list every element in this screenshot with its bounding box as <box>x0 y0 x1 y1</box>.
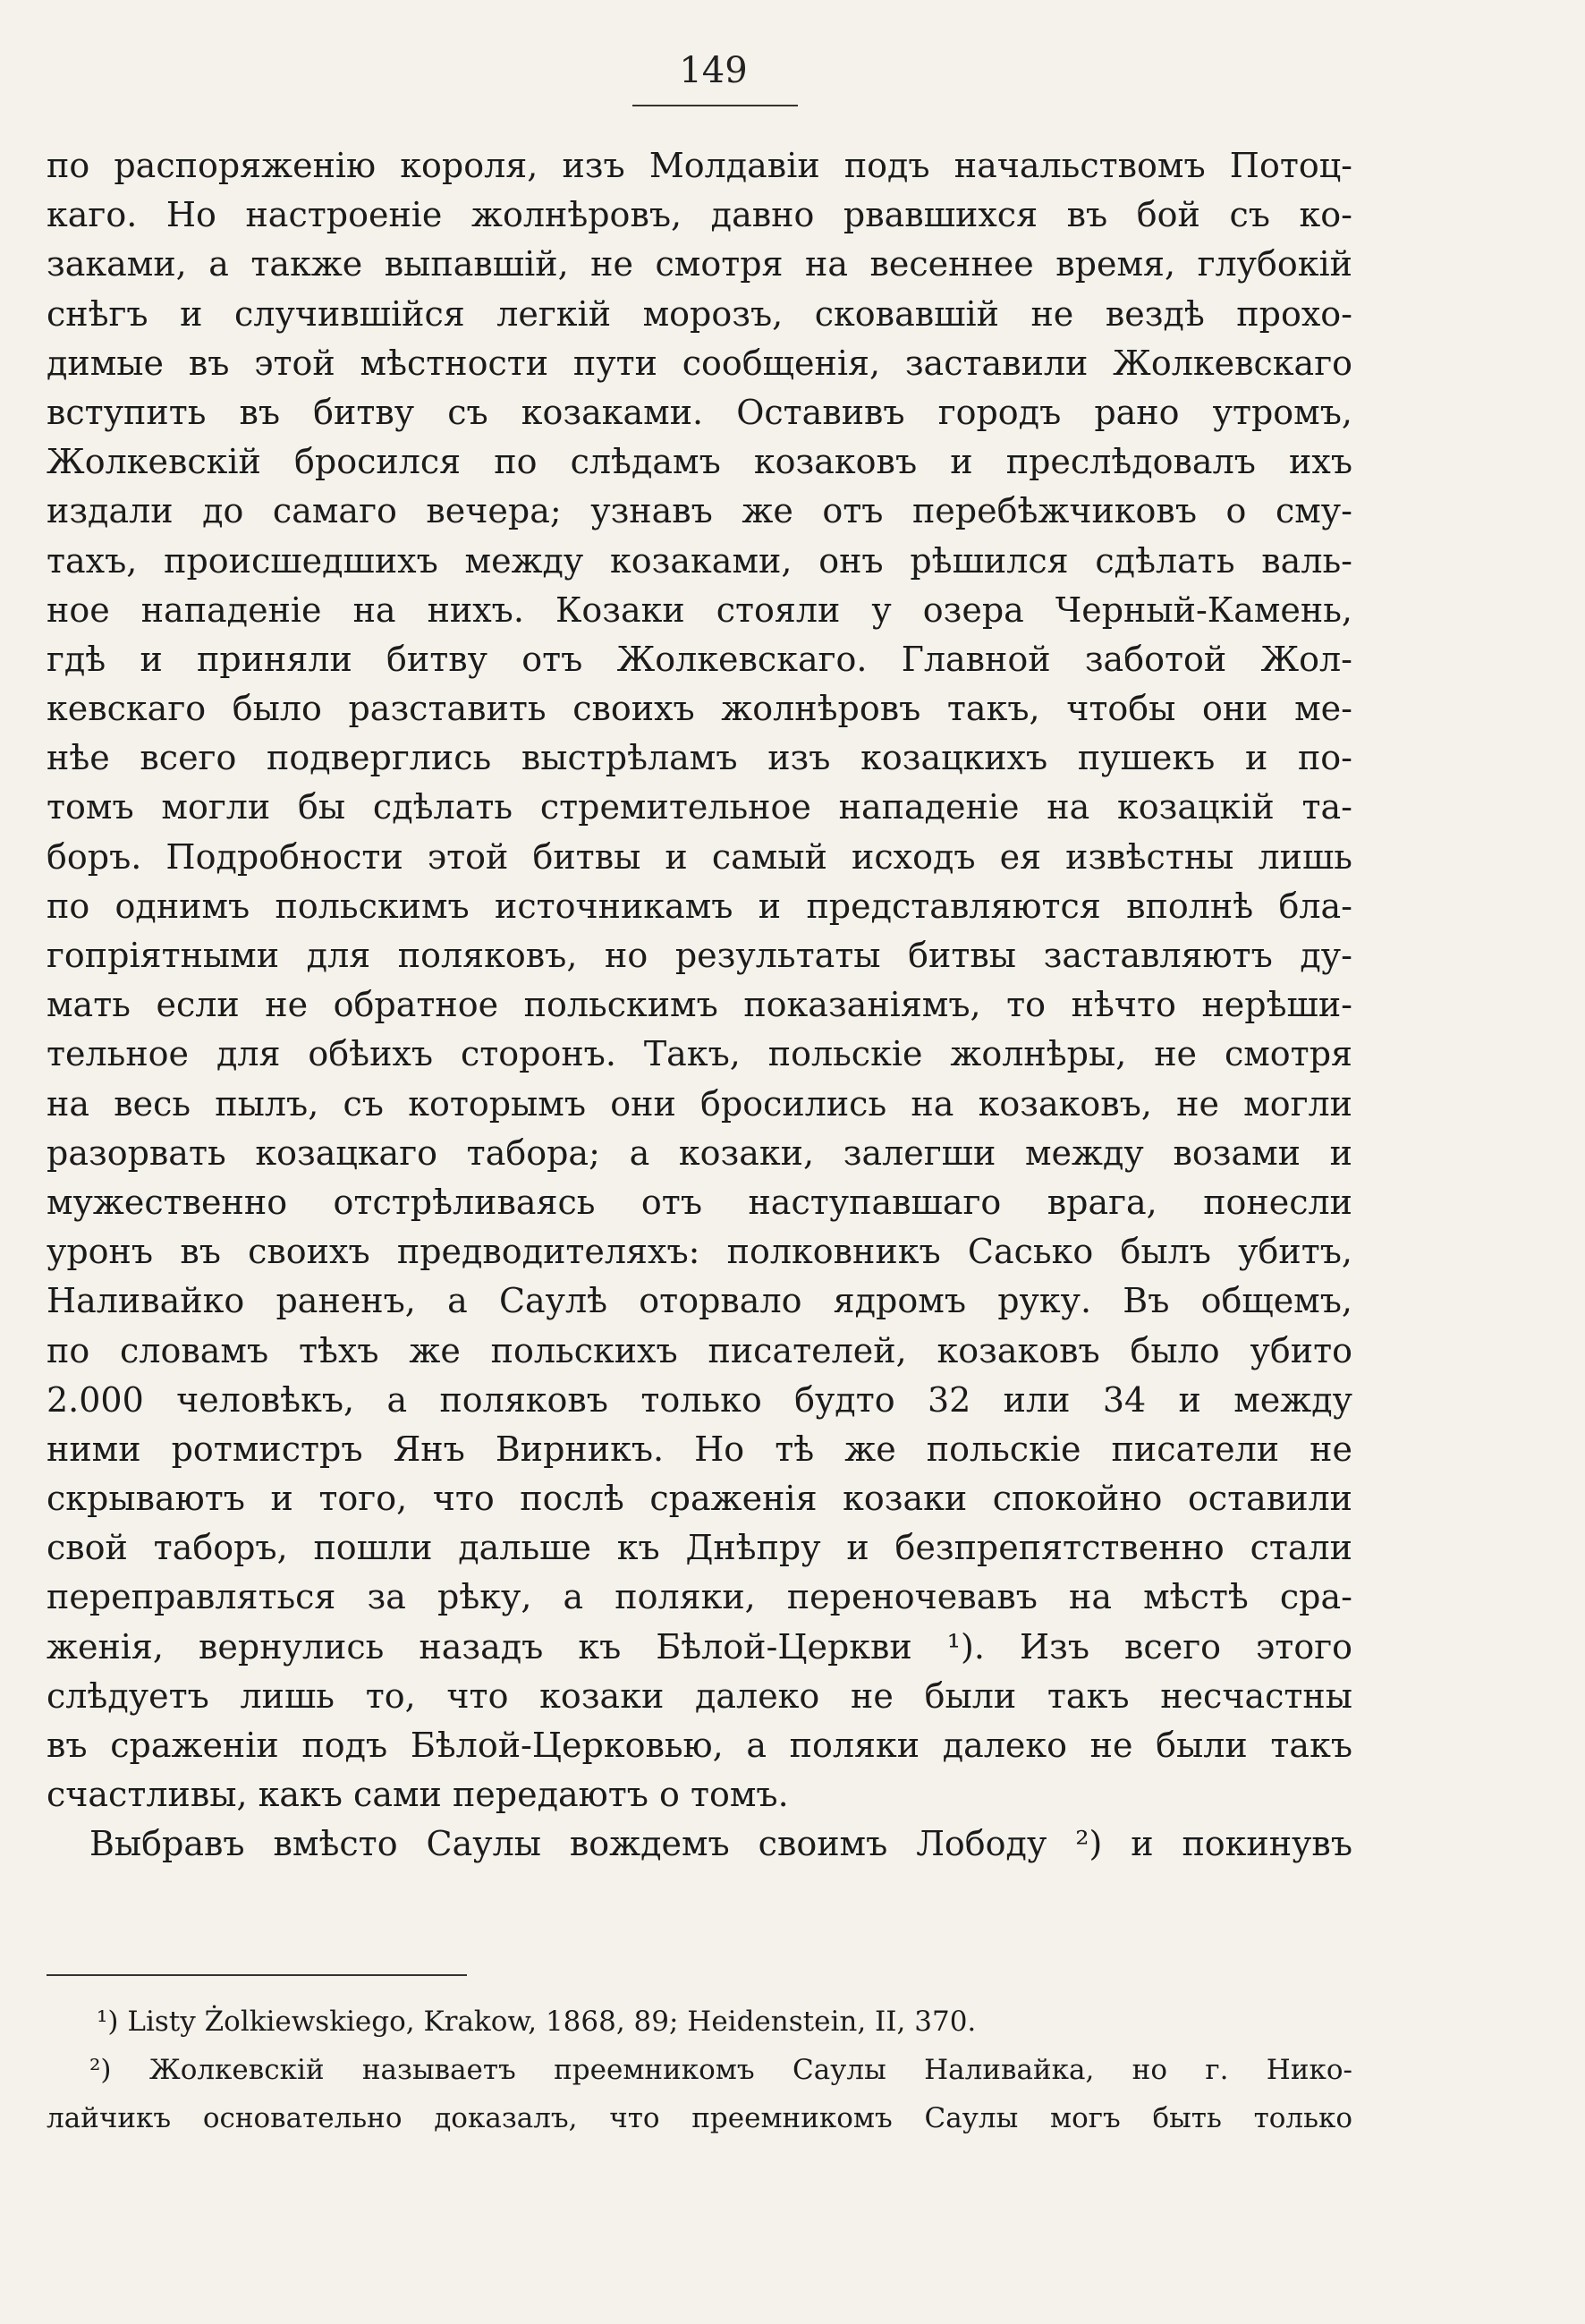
page-number: 149 <box>679 50 748 91</box>
text-line: уронъ въ своихъ предводителяхъ: полковникъ Сасько былъ убитъ, <box>47 1232 1352 1272</box>
text-line: по однимъ польскимъ источникамъ и представляются вполнѣ бла- <box>47 886 1352 926</box>
text-line: Наливайко раненъ, а Саулѣ оторвало ядромъ руку. Въ общемъ, <box>47 1281 1352 1321</box>
text-line: въ сраженіи подъ Бѣлой-Церковью, а поляки далеко не были такъ <box>47 1726 1352 1765</box>
text-line: скрываютъ и того, что послѣ сраженія козаки спокойно оставили <box>47 1479 1352 1519</box>
text-line: ними ротмистръ Янъ Вирникъ. Но тѣ же польскіе писатели не <box>47 1429 1352 1469</box>
text-line: снѣгъ и случившійся легкій морозъ, сковавшій не вездѣ прохо- <box>47 293 1352 334</box>
text-line: по словамъ тѣхъ же польскихъ писателей, козаковъ было убито <box>47 1330 1352 1370</box>
footnotes <box>47 1997 1352 2142</box>
footnote-1: ¹) Listy Żolkiewskiego, Krakow, 1868, 89; Heidenstein, II, 370. <box>97 2006 977 2038</box>
text-line: женія, вернулись назадъ къ Бѣлой-Церкви ¹). Изъ всего этого <box>47 1626 1352 1667</box>
text-line: димые въ этой мѣстности пути сообщенія, заставили Жолкевскаго <box>47 343 1352 383</box>
text-line: 2.000 человѣкъ, а поляковъ только будто 32 или 34 и между <box>47 1379 1352 1420</box>
paragraph-start-line: Выбравъ вмѣсто Саулы вождемъ своимъ Лободу ²) и покинувъ <box>89 1824 1352 1864</box>
text-line: переправляться за рѣку, а поляки, переночевавъ на мѣстѣ сра- <box>47 1577 1352 1617</box>
text-line: боръ. Подробности этой битвы и самый исходъ ея извѣстны лишь <box>47 836 1352 877</box>
text-line: вступить въ битву съ козаками. Оставивъ городъ рано утромъ, <box>47 392 1352 432</box>
text-line: томъ могли бы сдѣлать стремительное нападеніе на козацкій та- <box>47 787 1352 827</box>
text-line: гдѣ и приняли битву отъ Жолкевскаго. Главной заботой Жол- <box>47 639 1352 679</box>
body-text <box>47 141 1352 1870</box>
footnote-2-continued: лайчикъ основательно доказалъ, что преемникомъ Саулы могъ быть только <box>47 2102 1352 2134</box>
text-line: мужественно отстрѣливаясь отъ наступавшаго врага, понесли <box>47 1182 1352 1222</box>
text-line: заками, а также выпавшій, не смотря на весеннее время, глубокій <box>47 244 1352 284</box>
text-line: мать если не обратное польскимъ показаніямъ, то нѣчто нерѣши- <box>47 985 1352 1025</box>
text-line: слѣдуетъ лишь то, что козаки далеко не были такъ несчастны <box>47 1675 1352 1716</box>
header-rule <box>632 105 798 106</box>
text-line: свой таборъ, пошли дальше къ Днѣпру и безпрепятственно стали <box>47 1528 1352 1568</box>
text-line: нѣе всего подверглись выстрѣламъ изъ козацкихъ пушекъ и по- <box>47 738 1352 778</box>
text-line: тахъ, происшедшихъ между козаками, онъ рѣшился сдѣлать валь- <box>47 540 1352 581</box>
text-line: тельное для обѣихъ сторонъ. Такъ, польскіе жолнѣры, не смотря <box>47 1034 1352 1074</box>
text-line: по распоряженію короля, изъ Молдавіи подъ начальствомъ Потоц- <box>47 146 1352 185</box>
text-line: на весь пылъ, съ которымъ они бросились на козаковъ, не могли <box>47 1083 1352 1124</box>
footnote-2: ²) Жолкевскій называетъ преемникомъ Саулы Наливайка, но г. Нико- <box>89 2054 1352 2086</box>
footnote-rule <box>47 1974 467 1976</box>
text-line: каго. Но настроеніе жолнѣровъ, давно рвавшихся въ бой съ ко- <box>47 195 1352 235</box>
text-line: Жолкевскій бросился по слѣдамъ козаковъ и преслѣдовалъ ихъ <box>47 442 1352 482</box>
text-line: издали до самаго вечера; узнавъ же отъ перебѣжчиковъ о сму- <box>47 491 1352 531</box>
text-line: разорвать козацкаго табора; а козаки, залегши между возами и <box>47 1132 1352 1173</box>
text-line: ное нападеніе на нихъ. Козаки стояли у озера Черный-Камень, <box>47 589 1352 630</box>
text-line: кевскаго было разставить своихъ жолнѣровъ такъ, чтобы они ме- <box>47 689 1352 729</box>
text-line: гопріятными для поляковъ, но результаты битвы заставляютъ ду- <box>47 936 1352 975</box>
text-line: счастливы, какъ сами передаютъ о томъ. <box>47 1775 789 1815</box>
